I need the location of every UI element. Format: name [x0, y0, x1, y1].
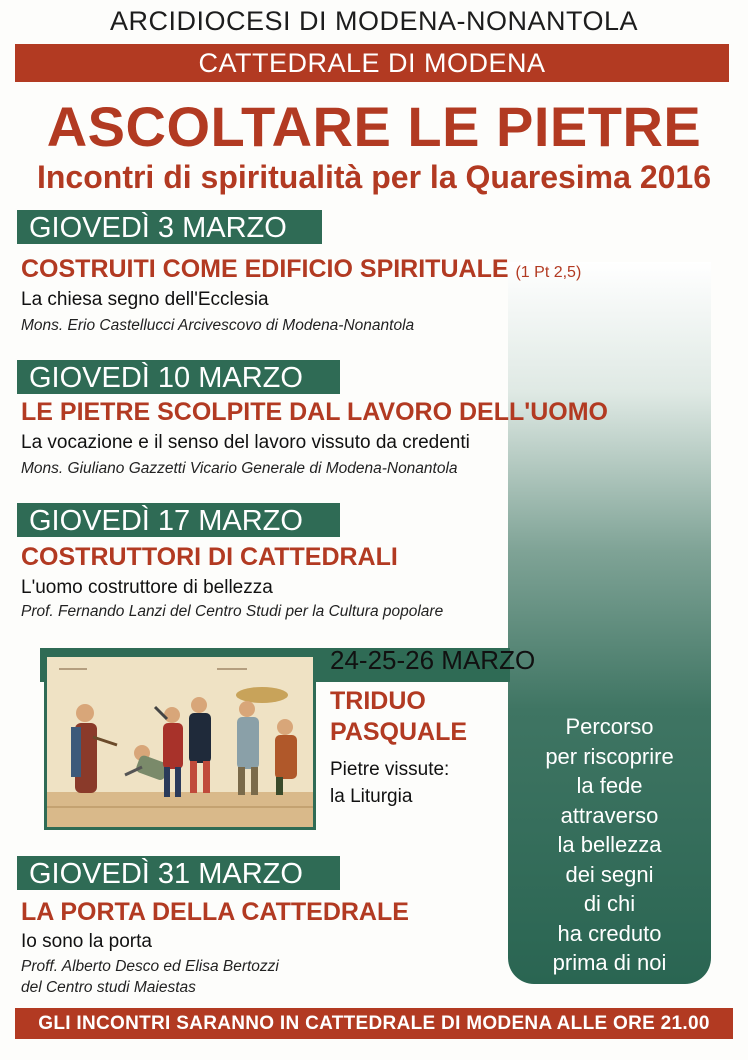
speaker: Mons. Giuliano Gazzetti Vicario Generale di Modena-Nonantola	[21, 460, 458, 477]
side-line: per riscoprire	[545, 743, 674, 769]
talk-title: LA PORTA DELLA CATTEDRALE	[21, 898, 409, 926]
side-line: dei segni	[565, 861, 654, 887]
triduo-title-line: PASQUALE	[330, 718, 468, 746]
side-line: la bellezza	[557, 832, 662, 857]
date-bar-3-marzo: GIOVEDÌ 3 MARZO	[17, 210, 322, 244]
speaker: del Centro studi Maiestas	[21, 979, 196, 996]
speaker: Mons. Erio Castellucci Arcivescovo di Modena-Nonantola	[21, 317, 415, 334]
medieval-illustration	[44, 654, 316, 830]
side-line: Percorso	[565, 714, 654, 739]
side-panel-text	[512, 712, 707, 978]
talk-subtitle: Io sono la porta	[21, 931, 152, 952]
side-line: la fede	[576, 773, 643, 798]
footer-banner: GLI INCONTRI SARANNO IN CATTEDRALE DI MODENA ALLE ORE 21.00	[15, 1008, 733, 1039]
side-line: ha creduto	[557, 920, 662, 946]
organization-name: ARCIDIOCESI DI MODENA-NONANTOLA	[109, 6, 639, 36]
triduo-subtitle	[330, 756, 500, 810]
illustration-image	[47, 657, 313, 827]
talk-subtitle: L'uomo costruttore di bellezza	[21, 577, 273, 598]
triduo-title-line: TRIDUO	[330, 687, 426, 715]
talk-title: COSTRUTTORI DI CATTEDRALI	[21, 543, 398, 571]
date-bar-17-marzo: GIOVEDÌ 17 MARZO	[17, 503, 340, 537]
speaker: Proff. Alberto Desco ed Elisa Bertozzi	[21, 958, 279, 975]
date-bar-31-marzo: GIOVEDÌ 31 MARZO	[17, 856, 340, 890]
talk-subtitle: La vocazione e il senso del lavoro vissuto da credenti	[21, 432, 470, 453]
talk-title	[21, 255, 581, 284]
bible-reference: (1 Pt 2,5)	[515, 264, 582, 281]
cathedral-banner: CATTEDRALE DI MODENA	[15, 44, 729, 82]
side-line: di chi	[583, 891, 636, 916]
triduo-subtitle-line: Pietre vissute:	[330, 759, 450, 780]
triduo-title	[330, 686, 500, 748]
talk-title: LE PIETRE SCOLPITE DAL LAVORO DELL'UOMO	[21, 398, 608, 426]
triduo-date: 24-25-26 MARZO	[330, 645, 536, 675]
speaker: Prof. Fernando Lanzi del Centro Studi per la Cultura popolare	[21, 603, 444, 620]
talk-subtitle: La chiesa segno dell'Ecclesia	[21, 289, 269, 310]
triduo-subtitle-line: la Liturgia	[330, 786, 413, 807]
page-title: ASCOLTARE LE PIETRE	[46, 95, 702, 158]
date-bar-10-marzo: GIOVEDÌ 10 MARZO	[17, 360, 340, 394]
side-line: attraverso	[560, 802, 659, 828]
page-subtitle: Incontri di spiritualità per la Quaresima 2016	[36, 159, 711, 195]
talk-title-text: COSTRUITI COME EDIFICIO SPIRITUALE	[21, 255, 509, 283]
side-line: prima di noi	[552, 950, 667, 975]
